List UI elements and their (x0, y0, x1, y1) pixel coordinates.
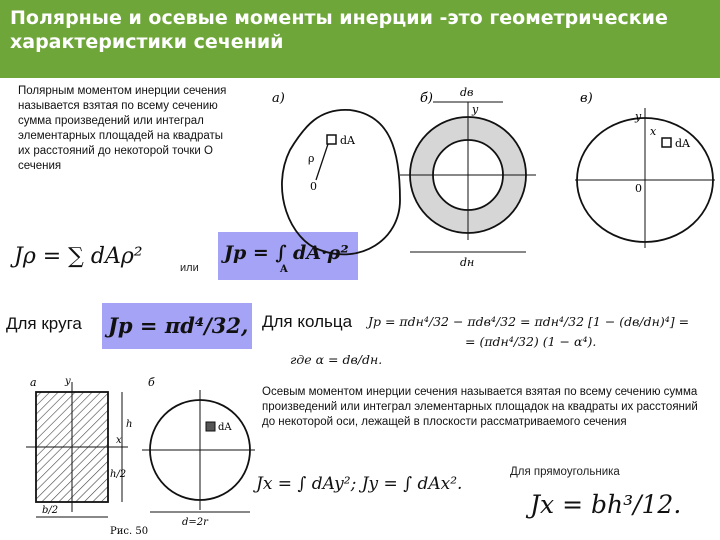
page-title: Полярные и осевые моменты инерции -это геометрические характеристики сечений (10, 7, 668, 53)
circle-formula: Jp = πd⁴/32, (108, 313, 249, 338)
ring-formula-2: = (πdн⁴/32) (1 − α⁴). (465, 334, 597, 349)
integral-sub: A (280, 264, 288, 275)
formula-sum-text: Jρ = ∑ dAρ² (14, 244, 143, 269)
fig-b-label: б) (420, 91, 434, 106)
fig-v-label: в) (580, 91, 593, 106)
fig-v-origin: 0 (635, 182, 642, 195)
fig-a-label: а) (272, 91, 285, 106)
ring-where: где α = dв/dн. (290, 352, 383, 367)
rect-b-half: b/2 (42, 505, 59, 516)
rect-h: h (126, 419, 133, 430)
circle-formula-box (102, 303, 252, 349)
circle-dA: dA (218, 422, 232, 433)
circle-label: Для круга (6, 314, 82, 333)
circle-element (206, 422, 215, 431)
fig-a-origin: 0 (310, 180, 317, 193)
circle-d: d=2r (182, 517, 208, 528)
rect-formula: Jx = bh³/12. (530, 490, 682, 519)
rect-y: y (65, 376, 71, 387)
polar-definition: Полярным моментом инерции сечения называется взятая по всему сечению сумма произведений или интеграл элементарных площадей на квадраты их расстояний до некоторой точки О сечения (18, 85, 227, 172)
formula-integral-text: Jp = ∫ dA·ρ² (224, 242, 349, 264)
fig-b-dn: dн (460, 256, 475, 269)
fig-a-dA: dA (340, 134, 355, 147)
circle-fig-label: б (148, 376, 155, 389)
fig-b-y: y (472, 103, 479, 116)
fig-v-y: y (635, 110, 642, 123)
polar-figures (250, 80, 720, 270)
rect-label: Для прямоугольника (510, 466, 620, 478)
fig-a-rho-line (316, 144, 328, 180)
rect-fig-label: а (30, 376, 37, 389)
fig-a-rho: ρ (308, 152, 315, 165)
fig-v-element (662, 138, 671, 147)
axial-figures (10, 372, 255, 537)
ring-label: Для кольца (262, 312, 353, 331)
axial-definition: Осевым моментом инерции сечения называется взятая по всему сечению сумма произведений или интеграл элементарных площадок на квадраты их расстояний до некоторой оси, лежащей в плоскости рассматриваемого сечения (262, 386, 698, 428)
fig-a-element (327, 135, 336, 144)
ring-formula-1: Jp = πdн⁴/32 − πdв⁴/32 = πdн⁴/32 [1 − (dв/dн)⁴] = (368, 314, 690, 329)
rect-x: x (116, 435, 122, 446)
rect-h-half: h/2 (110, 469, 127, 480)
or-label: или (180, 262, 199, 274)
formula-sum (10, 234, 175, 284)
fig-caption: Рис. 50 (110, 526, 149, 537)
fig-v-x: x (650, 125, 657, 138)
axial-formula: Jx = ∫ dAy²; Jy = ∫ dAx². (256, 474, 463, 494)
fig-b-dv: dв (460, 86, 474, 99)
fig-a-shape (282, 110, 400, 255)
title-bar (0, 0, 720, 78)
fig-v-dA: dA (675, 137, 690, 150)
